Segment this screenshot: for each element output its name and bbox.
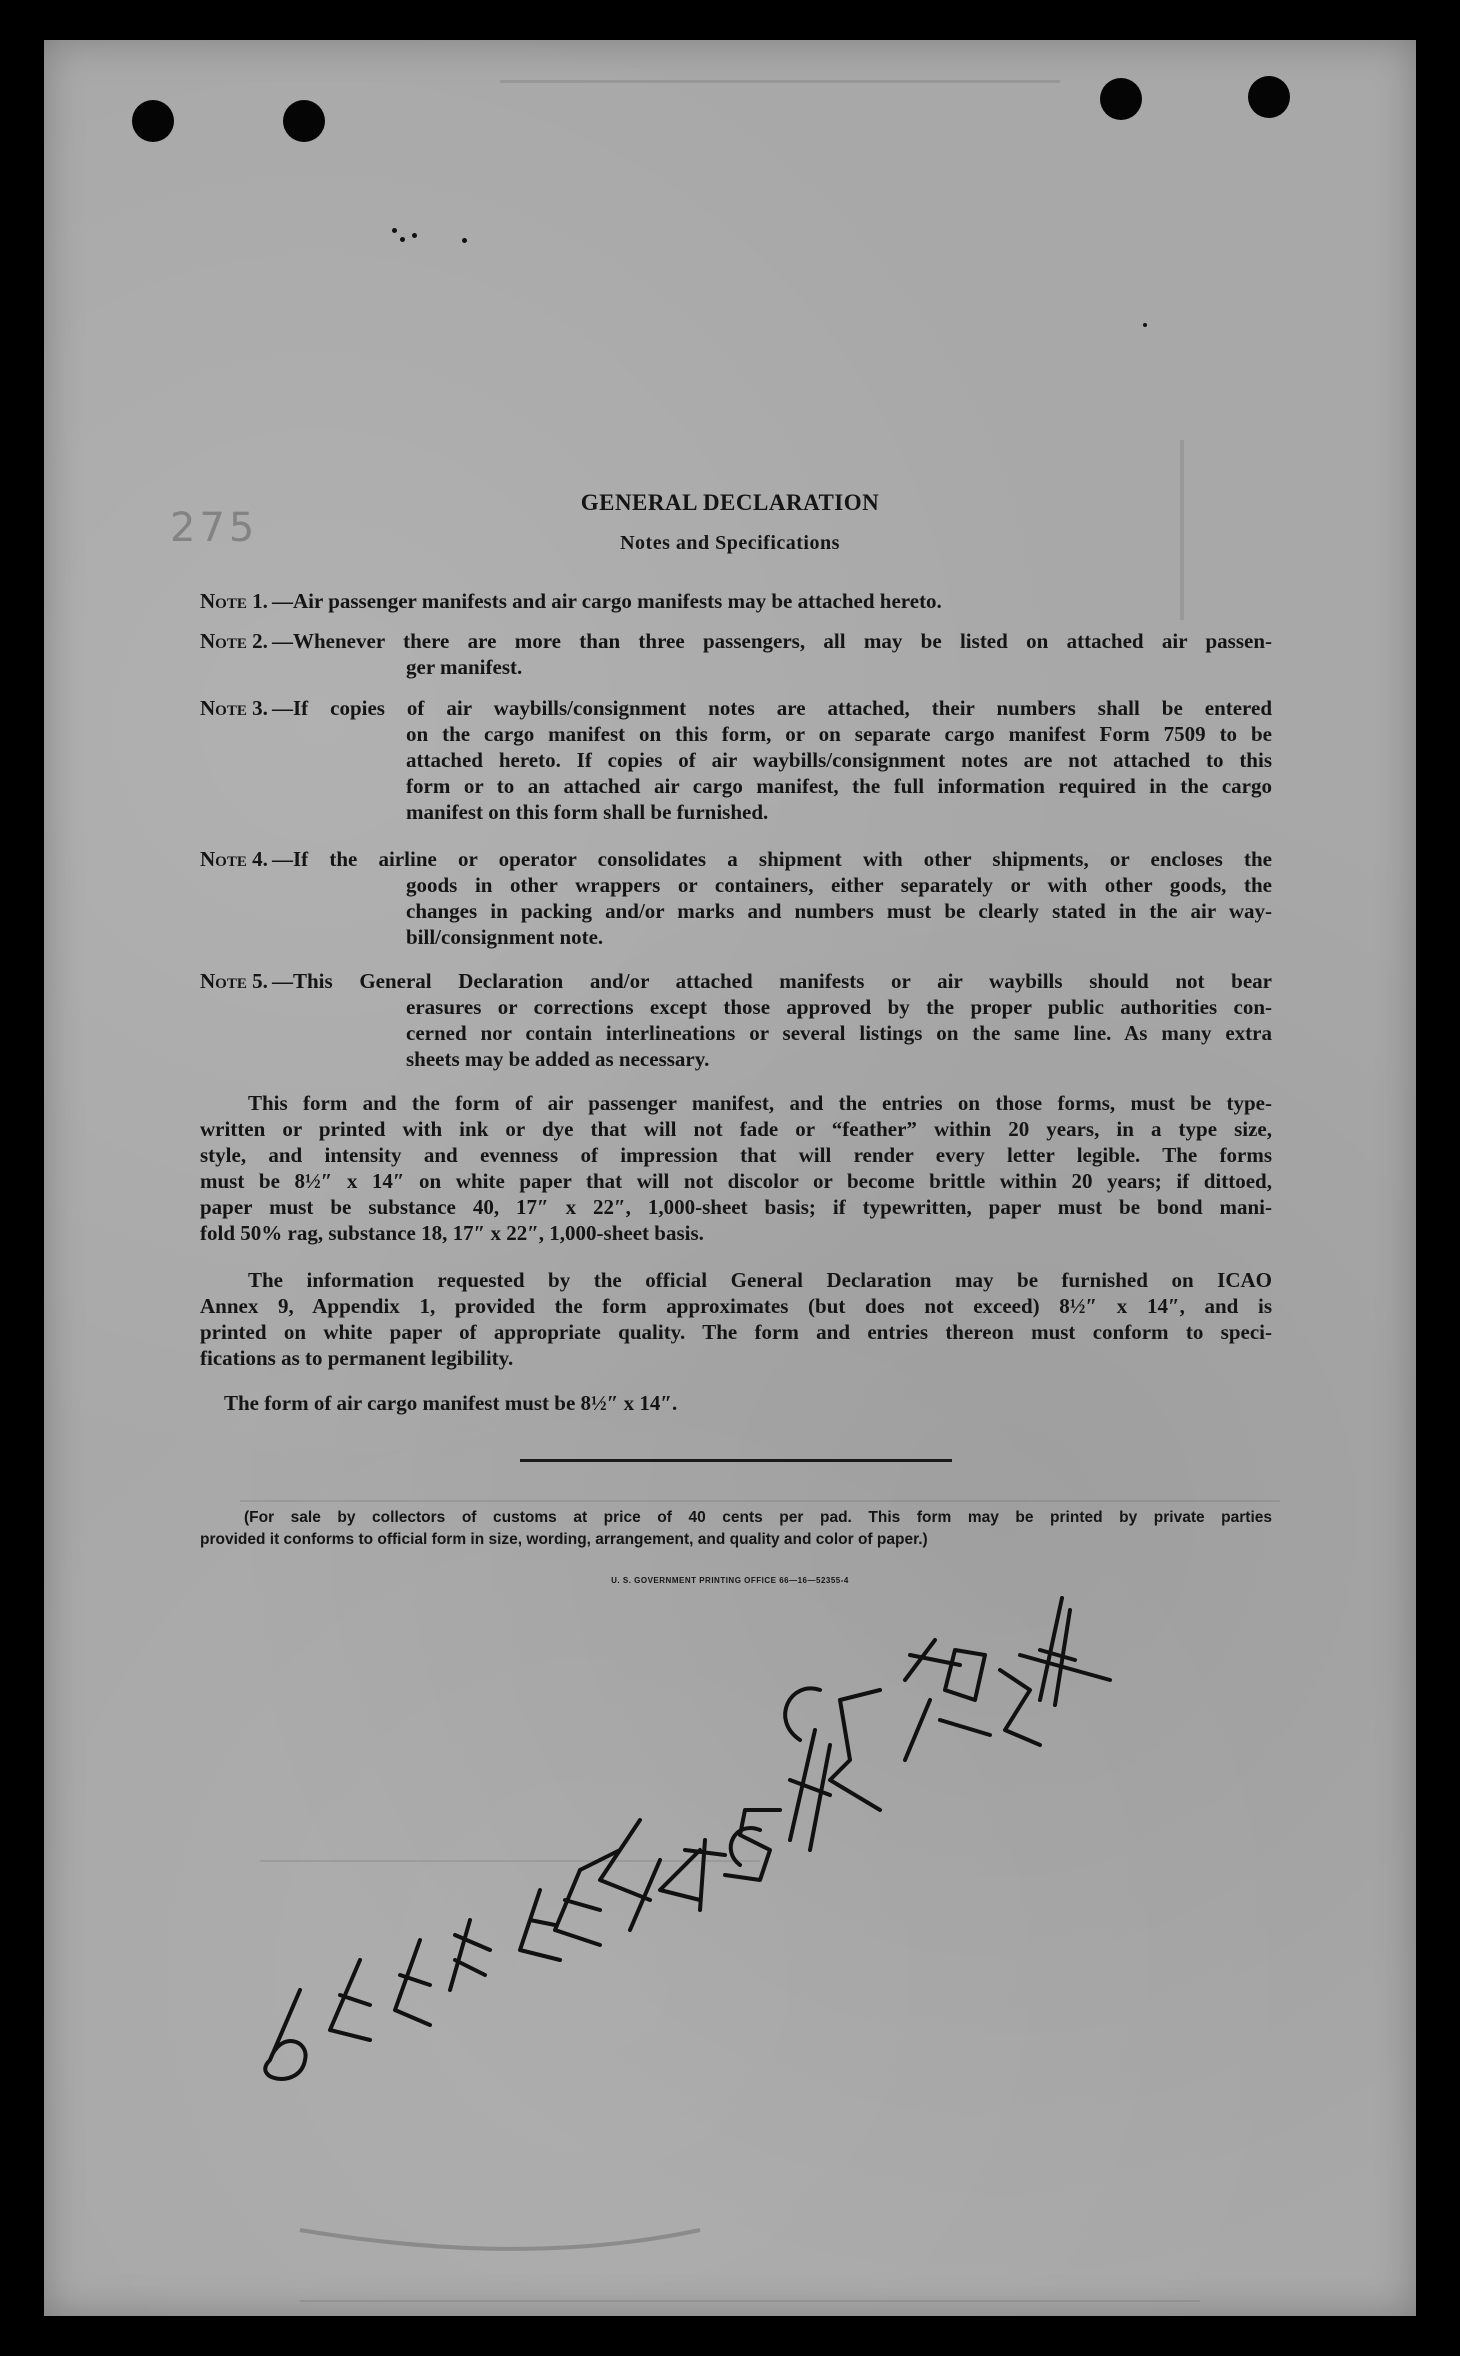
note-line: attached hereto. If copies of air waybills/consignment notes are not attached to this — [406, 748, 1272, 772]
note-line: —Air passenger manifests and air cargo manifests may be attached hereto. — [272, 589, 942, 613]
handwriting-stroke — [731, 1828, 760, 1865]
note-line: sheets may be added as necessary. — [406, 1047, 710, 1071]
page-subtitle: Notes and Specifications — [620, 532, 840, 554]
note-line: cerned nor contain interlineations or several listings on the same line. As many extra — [406, 1021, 1272, 1045]
handwriting-stroke — [395, 1940, 430, 2025]
note-line: on the cargo manifest on this form, or on separate cargo manifest Form 7509 to be — [406, 722, 1272, 746]
note-line: goods in other wrappers or containers, either separately or with other goods, the — [406, 873, 1272, 897]
handwriting-stroke — [265, 1990, 305, 2079]
note-line: form or to an attached air cargo manifest, the full information required in the cargo — [406, 774, 1272, 798]
paragraph-line: This form and the form of air passenger manifest, and the entries on those forms, must be type- — [248, 1091, 1272, 1115]
handwriting-stroke — [450, 1920, 490, 1990]
note-line: —This General Declaration and/or attached manifests or air waybills should not bear — [272, 969, 1272, 993]
handwriting-stroke — [1000, 1670, 1040, 1745]
paragraph-line: fold 50% rag, substance 18, 17″ x 22″, 1,000-sheet basis. — [200, 1221, 704, 1245]
handwriting-stroke — [330, 1960, 370, 2040]
handwriting-stroke — [1040, 1598, 1075, 1705]
handwriting-stroke — [520, 1890, 560, 1960]
note-line: erasures or corrections except those approved by the proper public authorities con- — [406, 995, 1272, 1019]
footer-line: (For sale by collectors of customs at price of 40 cents per pad. This form may be printed by private parties — [244, 1509, 1272, 1526]
note-line: manifest on this form shall be furnished. — [406, 800, 769, 824]
handwriting-stroke — [830, 1690, 880, 1810]
handwriting-stroke — [580, 1820, 650, 1900]
paragraph-line: The information requested by the official General Declaration may be furnished on ICAO — [248, 1268, 1272, 1292]
note-line: changes in packing and/or marks and numbers must be clearly stated in the air way- — [406, 899, 1272, 923]
stamped-number: 275 — [170, 505, 259, 551]
handwriting-stroke — [790, 1730, 830, 1850]
note-line: ger manifest. — [406, 655, 523, 679]
note-line: —If the airline or operator consolidates a shipment with other shipments, or encloses the — [272, 847, 1272, 871]
handwriting-stroke — [555, 1870, 600, 1945]
paragraph-line: paper must be substance 40, 17″ x 22″, 1,000-sheet basis; if typewritten, paper must be bond mani- — [200, 1195, 1272, 1219]
note-line: —Whenever there are more than three passengers, all may be listed on attached air passen- — [272, 629, 1272, 653]
paragraph-line: printed on white paper of appropriate quality. The form and entries thereon must conform to speci- — [200, 1320, 1272, 1344]
paragraph-line: written or printed with ink or dye that will not fade or “feather” within 20 years, in a type size, — [200, 1117, 1272, 1141]
paragraph-line: The form of air cargo manifest must be 8½″ x 14″. — [224, 1391, 678, 1415]
paragraph-line: style, and intensity and evenness of impression that will render every letter legible. The forms — [200, 1143, 1272, 1167]
page-title: GENERAL DECLARATION — [580, 490, 880, 515]
footer-line: provided it conforms to official form in size, wording, arrangement, and quality and color of paper.) — [200, 1531, 928, 1548]
printer-imprint: U. S. GOVERNMENT PRINTING OFFICE 66—16—52355-4 — [611, 1576, 849, 1585]
handwriting-stroke — [725, 1810, 780, 1880]
reverse-stamp-curve — [300, 2230, 700, 2249]
note-line: —If copies of air waybills/consignment notes are attached, their numbers shall be entered — [272, 696, 1272, 720]
paragraph-line: Annex 9, Appendix 1, provided the form approximates (but does not exceed) 8½″ x 14″, and is — [200, 1294, 1272, 1318]
paragraph-line: fications as to permanent legibility. — [200, 1346, 514, 1370]
paragraph-line: must be 8½″ x 14″ on white paper that will not discolor or become brittle within 20 years; if dittoed, — [200, 1169, 1272, 1193]
note-line: bill/consignment note. — [406, 925, 604, 949]
handwriting-stroke — [630, 1850, 700, 1930]
